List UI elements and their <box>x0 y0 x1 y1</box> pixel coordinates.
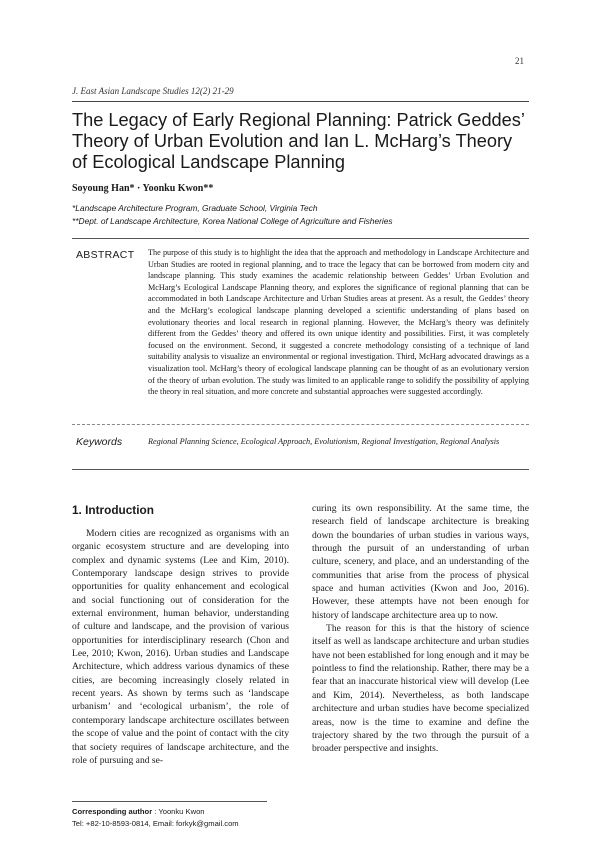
abstract-text: The purpose of this study is to highlight the idea that the approach and methodology in Landscape Architecture and Urban Studies are rooted in regional planning, and to trace the legacy that can be borrowed from modern city and landscape planning. This study examines the academic relationship between Geddes’ Urban Evolution and McHarg’s Ecological Landscape Planning theory, and explores the significance of regional planning that can be accommodated in both Landscape Architecture and Urban Studies areas at present. As a result, the Geddes’ theory and the McHarg’s ecological landscape planning developed a scientific understanding of plans based on evolutionary theories and local research in regional planning. However, the McHarg’s theory was definitely different from the Geddes’ theory and offered its own unique identity and possibilities. First, it was completely focused on the environment. Second, it suggested a concrete methodology consisting of a technique of land suitability analysis to visualize an environmental or regional investigation. Third, McHarg advocated drawings as a visualization tool. McHarg’s theory of ecological landscape planning can be thought of as an evolutionary version of the theory of urban evolution. The study was limited to an applicable range to solidify the possibility of applying the theory in real situation, and more concrete and substantial approaches were suggested accordingly. <box>148 248 529 397</box>
title-divider <box>72 101 529 102</box>
page-number: 21 <box>515 56 524 66</box>
intro-paragraph-2: The reason for this is that the history of science itself as well as landscape architecture and urban studies have not been established for long enough and it may be pointless to find the relationship. Rather, there may be a fear that an inaccurate historical view will develop (Lee and Kim, 2014). Nevertheless, as both landscape architecture and urban studies have become specialized areas, now is the time to examine and define the trajectory shared by the two through the pursuit of a broader perspective and insights. <box>312 623 529 755</box>
author-list: Soyoung Han* · Yoonku Kwon** <box>72 183 214 194</box>
footnote-contact: Tel: +82-10-8593-0814, Email: forkyk@gmail.com <box>72 819 239 828</box>
abstract-top-divider <box>72 238 529 239</box>
affiliation-2: **Dept. of Landscape Architecture, Korea National College of Agriculture and Fisheries <box>72 216 393 226</box>
right-column <box>312 502 529 756</box>
abstract-heading: ABSTRACT <box>76 249 135 261</box>
footnote-label: Corresponding author <box>72 807 153 816</box>
keywords-heading: Keywords <box>76 436 123 448</box>
left-column <box>72 527 289 767</box>
corresponding-author-footnote <box>72 806 239 830</box>
intro-paragraph-1-continued: curing its own responsibility. At the same time, the research field of landscape architecture is breaking down the boundaries of urban studies in various ways, through the pursuit of an understanding of urban culture, scenery, and place, and an understanding of the communities that arise from the process of physical space and human activities (Kwon and Joo, 2016). However, these attempts have not been enough for history of landscape architecture area up to now. <box>312 503 529 621</box>
section-heading-introduction: 1. Introduction <box>72 503 154 517</box>
abstract-divider <box>72 424 529 425</box>
keywords-divider <box>72 469 529 470</box>
affiliation-1: *Landscape Architecture Program, Graduate School, Virginia Tech <box>72 203 318 213</box>
keywords-text: Regional Planning Science, Ecological Approach, Evolutionism, Regional Investigation, Regional Analysis <box>148 437 500 446</box>
paper-title: The Legacy of Early Regional Planning: Patrick Geddes’ Theory of Urban Evolution and Ian L. McHarg’s Theory of Ecological Landscape Planning <box>72 110 525 172</box>
footnote-author: : Yoonku Kwon <box>152 807 205 816</box>
footnote-divider <box>72 801 267 802</box>
journal-citation: J. East Asian Landscape Studies 12(2) 21-29 <box>72 86 234 96</box>
intro-paragraph-1: Modern cities are recognized as organisms with an organic ecosystem structure and are developing into complex and dynamic systems (Lee and Kim, 2010). Contemporary landscape design strives to provide opportunities for quality enhancement and ecological and social functioning out of consideration for the external environment, human behavior, understanding of culture and landscape, and the provision of various opportunities for interdisciplinary research (Chon and Lee, 2010; Kwon, 2016). Urban studies and Landscape Architecture, which address various dynamics of these cities, are becoming increasingly closely related in recent years. As shown by terms such as ‘landscape urbanism’ and ‘ecological urbanism’, the role of contemporary landscape architecture oscillates between the scope of value and the point of contact with the city that society requires of landscape architecture, and the role of pursuing and se- <box>72 528 289 766</box>
